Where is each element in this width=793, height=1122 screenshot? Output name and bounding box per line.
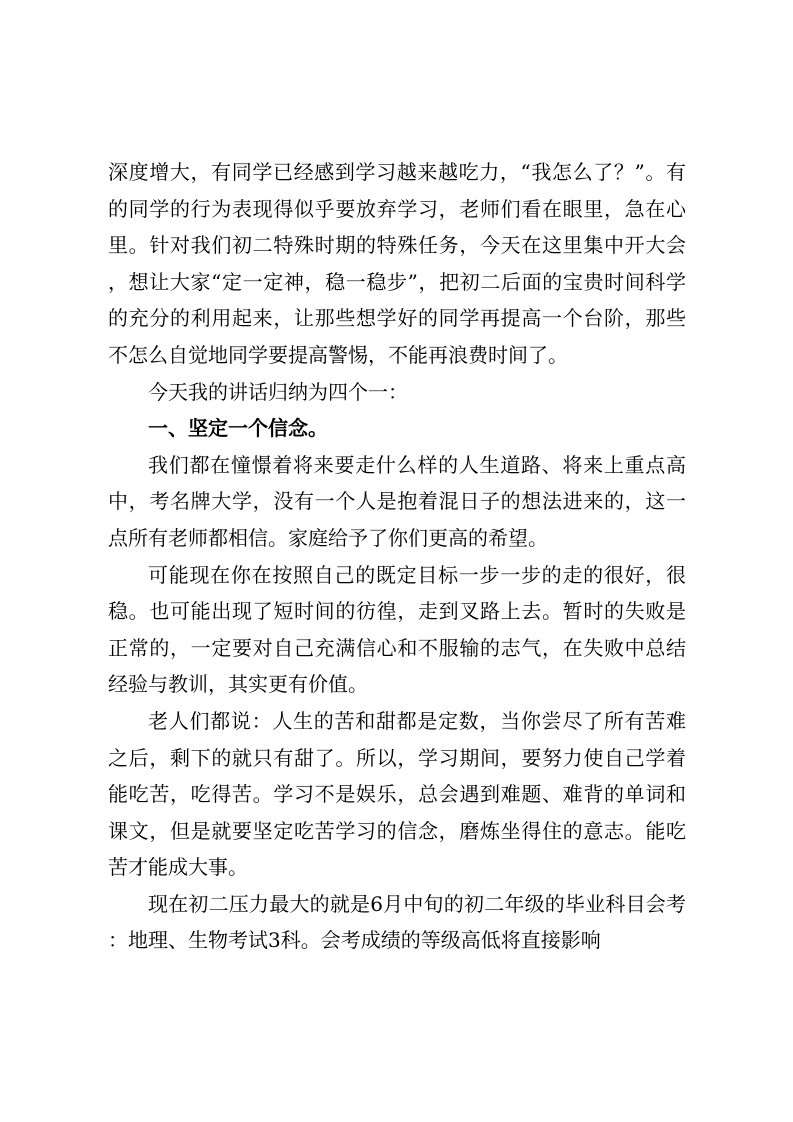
paragraph-body: 现在初二压力最大的就是6月中旬的初二年级的毕业科目会考：地理、生物考试3科。会考成绩的等级高低将直接影响 — [108, 891, 686, 953]
section-heading: 一、坚定一个信念。 — [148, 416, 328, 441]
paragraph-body: 我们都在憧憬着将来要走什么样的人生道路、将来上重点高中，考名牌大学，没有一个人是抱着混日子的想法进来的，这一点所有老师都相信。家庭给予了你们更高的希望。 — [108, 452, 686, 550]
document-body — [108, 154, 686, 959]
paragraph-body: 老人们都说：人生的苦和甜都是定数，当你尝尽了所有苦难之后，剩下的就只有甜了。所以，学习期间，要努力使自己学着能吃苦，吃得苦。学习不是娱乐，总会遇到难题、难背的单词和课文，但是就要坚定吃苦学习的信念，磨炼坐得住的意志。能吃苦才能成大事。 — [108, 708, 686, 880]
paragraph-body: 可能现在你在按照自己的既定目标一步一步的走的很好，很稳。也可能出现了短时间的彷徨，走到叉路上去。暂时的失败是正常的，一定要对自己充满信心和不服输的志气，在失败中总结经验与教训，其实更有价值。 — [108, 562, 686, 697]
paragraph-intro: 今天我的讲话归纳为四个一： — [148, 379, 408, 404]
paragraph-continuation: 深度增大，有同学已经感到学习越来越吃力，“我怎么了？”。有的同学的行为表现得似乎要放弃学习，老师们看在眼里，急在心里。针对我们初二特殊时期的特殊任务，今天在这里集中开大会，想让大家“定一定神，稳一稳步”，把初二后面的宝贵时间科学的充分的利用起来，让那些想学好的同学再提高一个台阶，那些不怎么自觉地同学要提高警惕，不能再浪费时间了。 — [108, 160, 686, 367]
